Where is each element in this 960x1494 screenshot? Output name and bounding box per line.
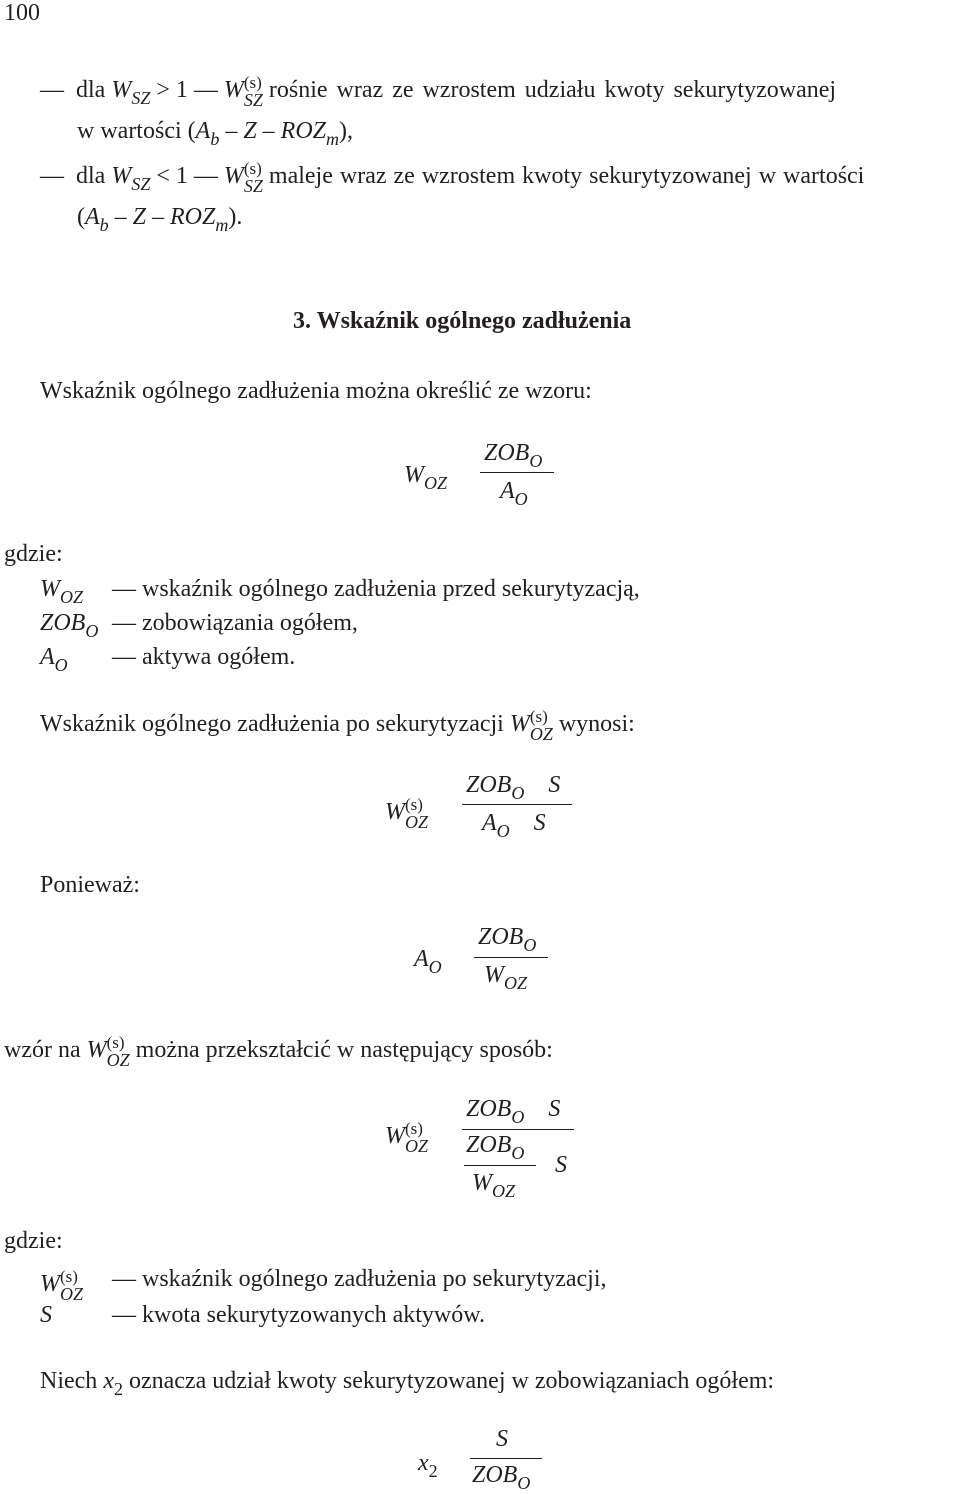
paragraph (40, 1368, 775, 1399)
math-expr: – Z – ROZ (114, 204, 216, 230)
math-sup: (s) (405, 1119, 423, 1138)
math-var: W (111, 77, 132, 104)
math-var: S (40, 1302, 52, 1328)
math-sub: O (54, 655, 68, 675)
math-sup: (s) (243, 159, 262, 178)
math-sub: SZ (243, 176, 263, 196)
relation: < 1 (156, 163, 188, 190)
em-dash: — (112, 1266, 136, 1292)
fraction-bar (470, 1458, 542, 1459)
bullet-line (40, 160, 864, 195)
math-sup: (s) (529, 707, 548, 726)
formula-lhs (418, 1450, 438, 1481)
text-span: w wartości ( (77, 118, 196, 144)
math-var: A (85, 204, 100, 230)
math-var: A (482, 810, 497, 836)
text-span: ), (339, 118, 353, 144)
em-dash: — (112, 1302, 136, 1328)
text-span: wzór na (4, 1037, 81, 1064)
math-sub: O (529, 451, 543, 471)
fraction-denominator (484, 962, 528, 993)
fraction-numerator (466, 1096, 561, 1127)
definition-text (112, 644, 295, 671)
math-var: x (418, 1450, 429, 1476)
math-var: W (40, 576, 60, 602)
math-sub: OZ (424, 473, 448, 493)
math-var: S (548, 772, 561, 798)
paragraph (4, 1034, 553, 1069)
math-var: W (111, 163, 132, 190)
math-sub: OZ (492, 1181, 516, 1201)
math-sub: O (496, 821, 510, 841)
formula-lhs (385, 796, 428, 831)
math-var: A (414, 946, 429, 972)
math-sub: OZ (405, 812, 429, 832)
em-dash: — (112, 576, 136, 602)
bullet-continuation (77, 118, 353, 149)
math-sub: b (210, 129, 220, 149)
fraction-numerator (496, 1426, 508, 1453)
math-sub: OZ (60, 1284, 84, 1304)
where-label: gdzie: (4, 1228, 63, 1254)
formula-lhs (404, 462, 448, 493)
math-var: S (555, 1152, 567, 1178)
bullet-continuation (77, 204, 243, 235)
math-var: W (484, 962, 504, 988)
definition-symbol (40, 1302, 52, 1329)
math-sub: 2 (113, 1379, 123, 1399)
fraction-denominator (482, 810, 546, 841)
math-sub: OZ (504, 973, 528, 993)
math-var: S (496, 1426, 508, 1452)
fraction-denominator (500, 478, 528, 509)
em-dash: — (112, 610, 136, 636)
em-dash: — (40, 163, 64, 190)
em-dash: — (193, 77, 218, 104)
text-span: oznacza udział kwoty sekurytyzowanej w zobowiązaniach ogółem: (128, 1368, 775, 1394)
definition-symbol (40, 610, 99, 641)
math-var: A (500, 478, 515, 504)
bullet-line (40, 74, 836, 109)
definition-desc: aktywa ogółem. (142, 644, 296, 670)
math-sub: OZ (529, 724, 553, 744)
math-sub: O (511, 1143, 525, 1163)
math-sub: OZ (405, 1136, 429, 1156)
math-var: A (40, 644, 55, 670)
math-var: S (533, 810, 546, 836)
math-var: W (223, 77, 244, 104)
math-sup: (s) (60, 1267, 78, 1286)
denominator-term (555, 1152, 567, 1179)
math-var: W (223, 163, 244, 190)
em-dash: — (112, 644, 136, 670)
text-span: dla (76, 77, 106, 104)
math-var: x (103, 1368, 114, 1394)
section-title: 3. Wskaźnik ogólnego zadłużenia (293, 308, 632, 334)
math-var: A (195, 118, 211, 144)
text-span: ). (228, 204, 243, 230)
definition-desc: wskaźnik ogólnego zadłużenia po sekurytyzacji, (142, 1266, 607, 1292)
math-var: S (548, 1096, 561, 1122)
math-var: ZOB (472, 1462, 518, 1488)
math-sub: O (514, 489, 528, 509)
fraction-numerator (484, 440, 543, 471)
math-sub: O (511, 1107, 525, 1127)
fraction-numerator (466, 772, 561, 803)
bullet-text: maleje wraz ze wzrostem kwoty sekurytyzowanej w wartości (268, 163, 865, 190)
definition-symbol (40, 576, 84, 607)
math-var: ZOB (466, 1132, 512, 1158)
math-sub: 2 (428, 1461, 438, 1481)
text-span: wynosi: (558, 711, 635, 738)
math-sub: m (326, 129, 339, 149)
math-var: ZOB (466, 772, 512, 798)
math-var: W (472, 1170, 492, 1196)
math-sub: b (99, 215, 109, 235)
paragraph: Wskaźnik ogólnego zadłużenia można określić ze wzoru: (40, 378, 592, 404)
math-sub: OZ (60, 587, 84, 607)
bullet-text: rośnie wraz ze wzrostem udziału kwoty sekurytyzowanej (268, 77, 837, 104)
formula-lhs (414, 946, 442, 977)
math-sub: OZ (106, 1050, 130, 1070)
math-expr: – Z – ROZ (225, 118, 326, 144)
definition-desc: kwota sekurytyzowanych aktywów. (142, 1302, 486, 1328)
text-span: ( (77, 204, 85, 230)
paragraph: Ponieważ: (40, 872, 140, 898)
math-var: W (86, 1037, 107, 1064)
math-sub: SZ (131, 174, 151, 195)
math-var: W (40, 1271, 60, 1298)
math-sub: O (511, 783, 525, 803)
text-span: dla (76, 163, 106, 190)
fraction-bar (462, 1129, 574, 1130)
math-var: ZOB (40, 610, 86, 636)
math-var: ZOB (484, 440, 530, 466)
definition-desc: zobowiązania ogółem, (142, 610, 358, 636)
definition-desc: wskaźnik ogólnego zadłużenia przed sekurytyzacją, (142, 576, 640, 602)
math-sub: SZ (243, 90, 263, 110)
math-sub: O (523, 935, 537, 955)
math-sup: (s) (405, 795, 423, 814)
fraction-denominator (472, 1462, 531, 1493)
definition-symbol (40, 1268, 83, 1303)
inner-fraction-bar (464, 1165, 536, 1166)
page-number: 100 (4, 0, 40, 26)
formula-lhs (385, 1120, 428, 1155)
fraction-bar (474, 957, 548, 958)
math-sub: O (85, 621, 99, 641)
math-sub: O (428, 957, 442, 977)
definition-text (112, 1266, 607, 1293)
text-span: można przekształcić w następujący sposób: (135, 1037, 553, 1064)
math-sub: SZ (131, 88, 151, 109)
fraction-bar (462, 804, 572, 805)
math-sup: (s) (106, 1033, 125, 1052)
math-sup: (s) (243, 73, 262, 92)
where-label: gdzie: (4, 541, 63, 567)
relation: > 1 (156, 77, 188, 104)
math-var: W (385, 1123, 405, 1150)
paragraph (40, 708, 635, 743)
fraction-numerator (478, 924, 537, 955)
fraction-bar (480, 472, 554, 473)
math-sub: O (517, 1473, 531, 1493)
definition-text (112, 576, 640, 603)
inner-fraction-denominator (472, 1170, 516, 1201)
text-span: Wskaźnik ogólnego zadłużenia po sekurytyzacji (40, 711, 504, 738)
definition-text (112, 610, 358, 637)
definition-text (112, 1302, 485, 1329)
math-var: W (509, 711, 530, 738)
math-var: W (385, 799, 405, 826)
inner-fraction-numerator (466, 1132, 525, 1163)
em-dash: — (193, 163, 218, 190)
em-dash: — (40, 77, 64, 104)
definition-symbol (40, 644, 68, 675)
math-var: ZOB (466, 1096, 512, 1122)
text-span: Niech (40, 1368, 98, 1394)
math-var: W (404, 462, 424, 488)
math-var: ZOB (478, 924, 524, 950)
math-sub: m (215, 215, 229, 235)
